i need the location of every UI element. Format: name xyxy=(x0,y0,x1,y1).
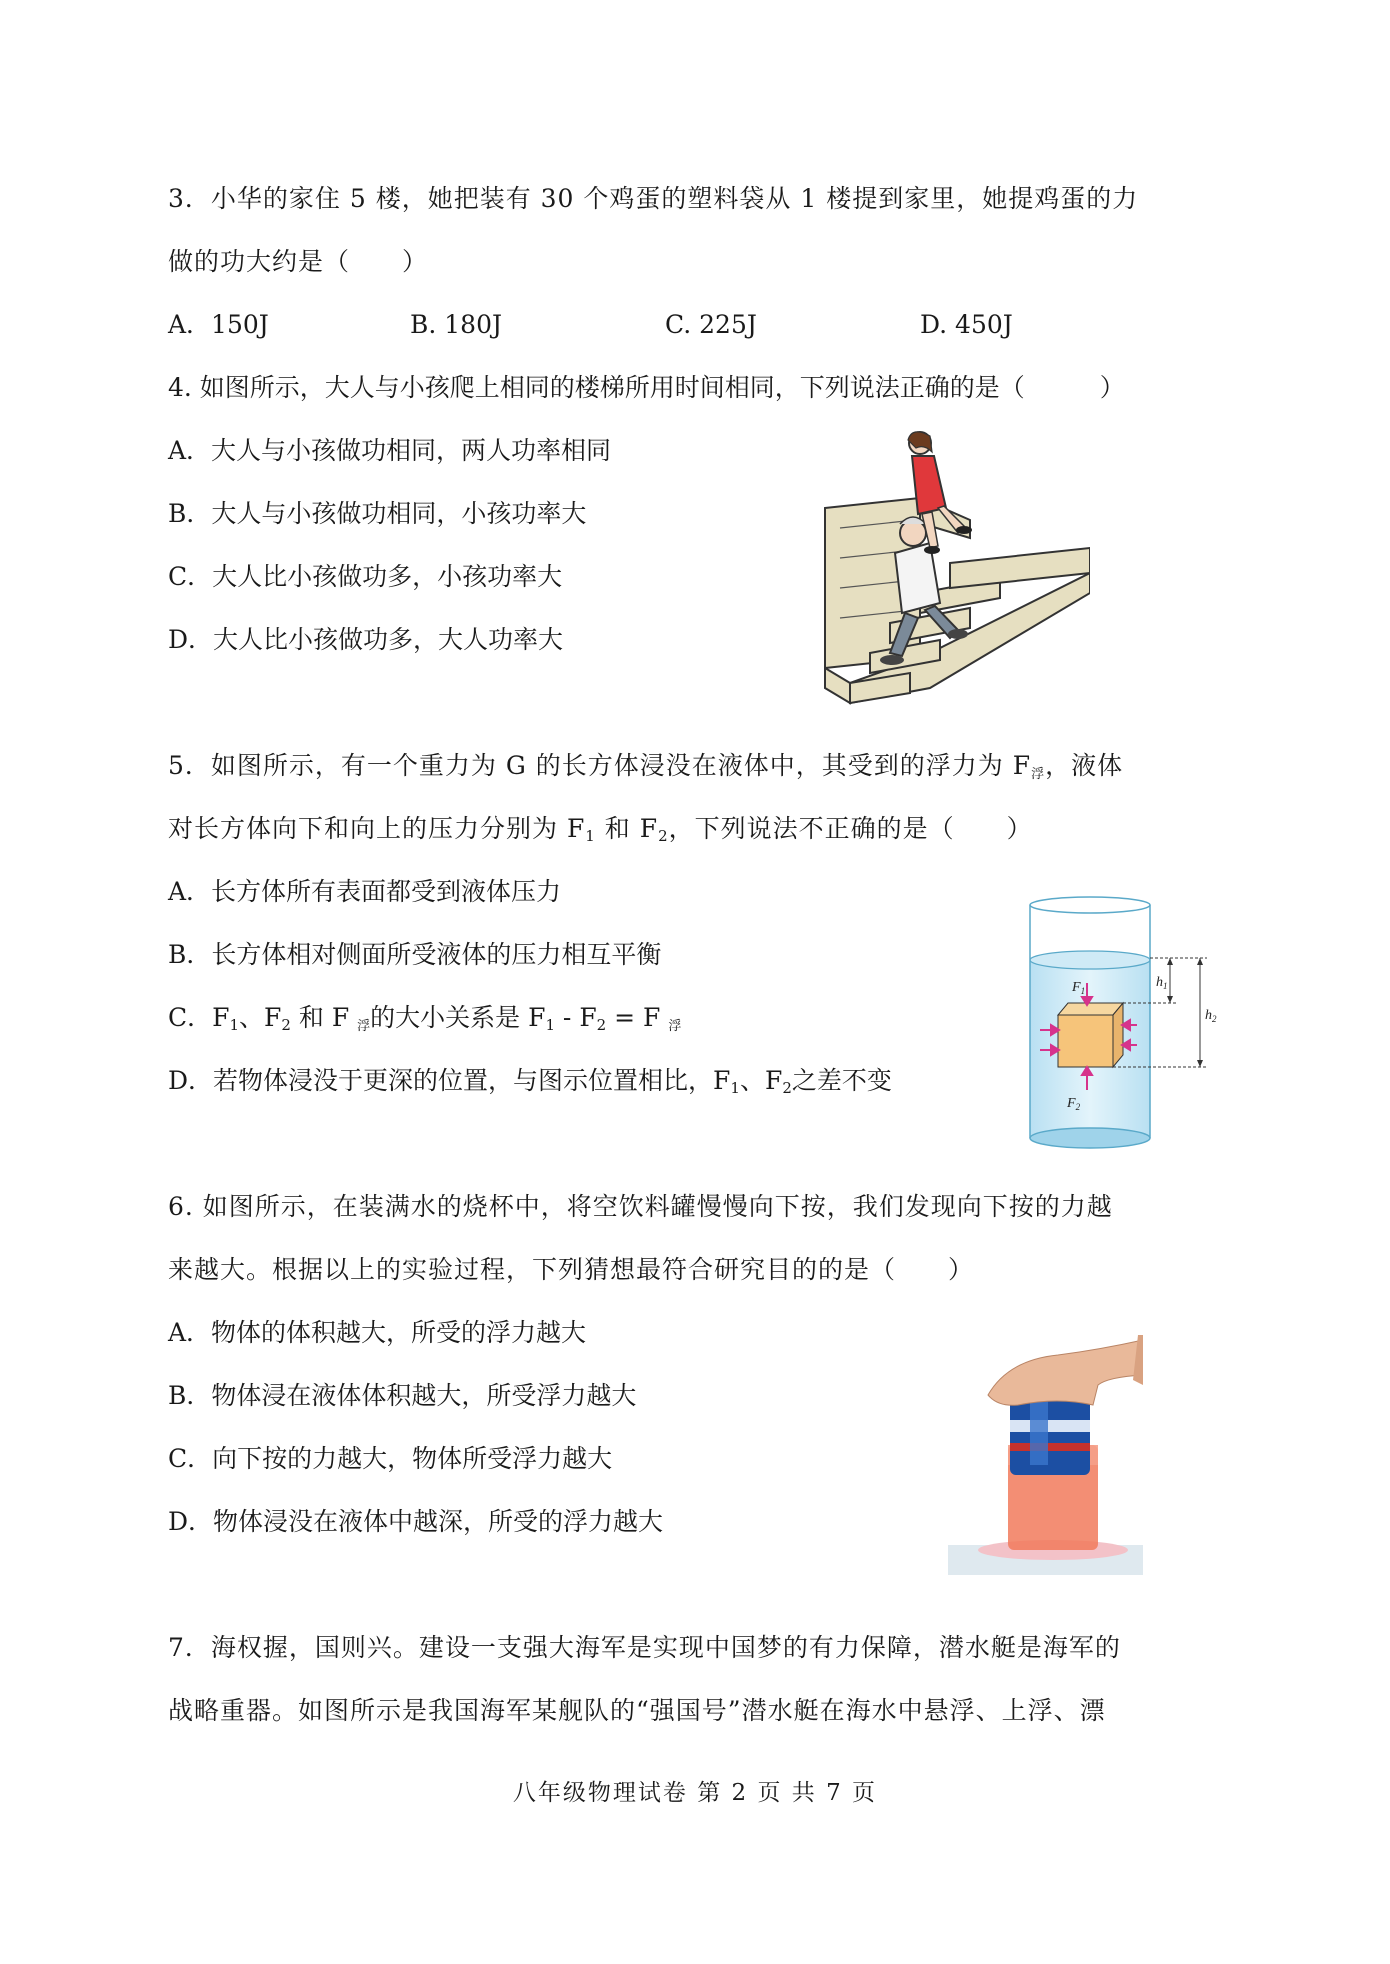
q5c-t4: 的大小关系是 F xyxy=(370,1003,546,1032)
q5c-t6: = F xyxy=(606,1003,669,1032)
staircase-illustration xyxy=(820,428,1090,708)
q5-option-d[interactable] xyxy=(168,1064,892,1105)
q5-option-c[interactable] xyxy=(168,1001,681,1044)
label-h1: $h_1$ xyxy=(1156,975,1168,991)
q5c-t1: C．F xyxy=(168,1003,230,1032)
q5c-s5: 2 xyxy=(596,1016,607,1034)
q5-line2-c: ，下列说法不正确的是（ ） xyxy=(668,814,1033,843)
q5c-s3: 浮 xyxy=(357,1019,371,1034)
q5-stem-sub: 浮 xyxy=(1031,767,1046,782)
q5-option-b[interactable]: B．长方体相对侧面所受液体的压力相互平衡 xyxy=(168,940,662,969)
q5c-s1: 1 xyxy=(229,1016,240,1034)
q5c-s2: 2 xyxy=(281,1016,291,1034)
q5c-t2: 、F xyxy=(239,1003,282,1032)
q4-option-d[interactable]: D．大人比小孩做功多，大人功率大 xyxy=(168,625,564,654)
q3-option-b[interactable]: B. 180J xyxy=(410,310,503,339)
q5c-s6: 浮 xyxy=(668,1019,682,1034)
q5-line2-a: 对长方体向下和向上的压力分别为 F xyxy=(168,814,586,843)
q5d-t1: D．若物体浸没于更深的位置，与图示位置相比，F xyxy=(168,1066,731,1095)
q5c-t3: 和 F xyxy=(290,1003,358,1032)
q4-option-a[interactable]: A．大人与小孩做功相同，两人功率相同 xyxy=(168,436,612,465)
q6-option-d[interactable]: D．物体浸没在液体中越深，所受的浮力越大 xyxy=(168,1507,664,1536)
q3-option-a[interactable]: A．150J xyxy=(168,310,269,339)
q6-stem-line1: 6. 如图所示，在装满水的烧杯中，将空饮料罐慢慢向下按，我们发现向下按的力越 xyxy=(168,1192,1113,1221)
q3-option-c[interactable]: C. 225J xyxy=(665,310,757,339)
q5d-s1: 1 xyxy=(730,1079,740,1097)
q5d-t3: 之差不变 xyxy=(791,1066,892,1095)
q5d-t2: 、F xyxy=(739,1066,783,1095)
q4-option-c[interactable]: C．大人比小孩做功多，小孩功率大 xyxy=(168,562,563,591)
label-f2: $F_2$ xyxy=(1067,1096,1081,1112)
q6-option-c[interactable]: C．向下按的力越大，物体所受浮力越大 xyxy=(168,1444,613,1473)
q3-stem-line2: 做的功大约是（ ） xyxy=(168,247,429,276)
q5c-s4: 1 xyxy=(545,1016,555,1034)
q5-stem-text-a: 5．如图所示，有一个重力为 G 的长方体浸没在液体中，其受到的浮力为 F xyxy=(168,751,1032,780)
q5c-t5: - F xyxy=(554,1003,597,1032)
can-in-beaker-photo xyxy=(948,1335,1143,1575)
q4-option-b[interactable]: B．大人与小孩做功相同，小孩功率大 xyxy=(168,499,587,528)
q5-option-a[interactable]: A．长方体所有表面都受到液体压力 xyxy=(168,877,562,906)
q6-option-a[interactable]: A．物体的体积越大，所受的浮力越大 xyxy=(168,1318,587,1347)
q4-stem: 4. 如图所示，大人与小孩爬上相同的楼梯所用时间相同，下列说法正确的是（ ） xyxy=(168,373,1125,402)
q5-stem-line2 xyxy=(168,812,1033,853)
q3-option-d[interactable]: D. 450J xyxy=(920,310,1013,339)
q6-option-b[interactable]: B．物体浸在液体体积越大，所受浮力越大 xyxy=(168,1381,637,1410)
q7-stem-line1: 7．海权握，国则兴。建设一支强大海军是实现中国梦的有力保障，潜水艇是海军的 xyxy=(168,1633,1121,1662)
q6-stem-line2: 来越大。根据以上的实验过程，下列猜想最符合研究目的的是（ ） xyxy=(168,1255,975,1284)
q7-stem-line2: 战略重器。如图所示是我国海军某舰队的“强国号”潜水艇在海水中悬浮、上浮、漂 xyxy=(168,1696,1106,1725)
label-h2: $h_2$ xyxy=(1205,1008,1217,1024)
q5-line2-sub1: 1 xyxy=(585,827,596,845)
label-f1: $F_1$ xyxy=(1072,980,1086,996)
q3-stem-line1: 3．小华的家住 5 楼，她把装有 30 个鸡蛋的塑料袋从 1 楼提到家里，她提鸡蛋的力 xyxy=(168,184,1139,213)
page-footer: 八年级物理试卷 第 2 页 共 7 页 xyxy=(512,1780,878,1806)
q5-stem-line1 xyxy=(168,749,1123,792)
q5d-s2: 2 xyxy=(782,1079,792,1097)
q5-line2-sub2: 2 xyxy=(658,827,669,845)
submerged-block-diagram xyxy=(1025,895,1225,1155)
q5-line2-b: 和 F xyxy=(595,814,659,843)
q5-stem-text-b: ，液体 xyxy=(1045,751,1124,780)
